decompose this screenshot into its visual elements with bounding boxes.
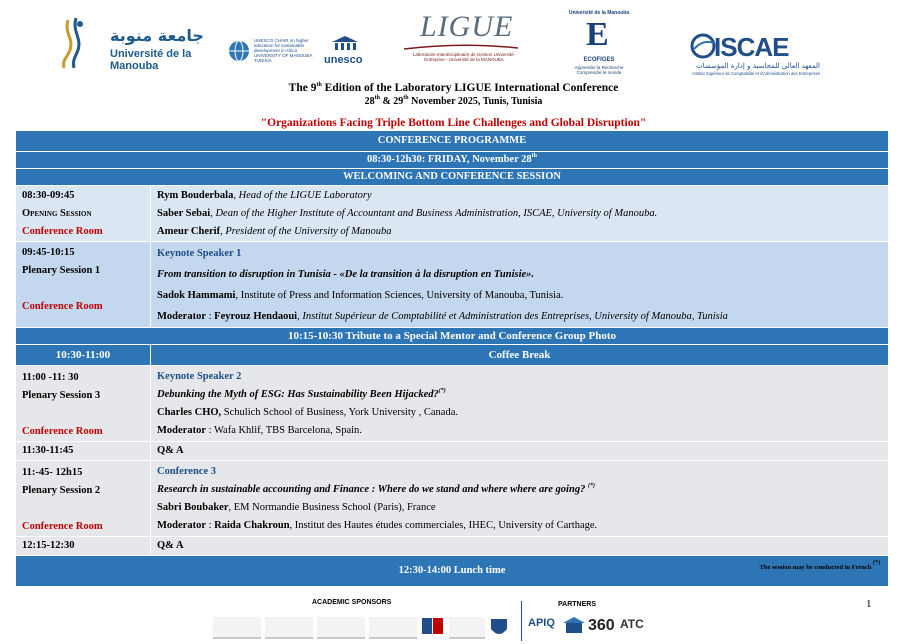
- plenary3-speaker: [157, 404, 882, 422]
- partners-label: PARTNERS: [558, 601, 596, 608]
- logo-strip: [0, 8, 907, 80]
- shield-mark-icon: [489, 617, 509, 639]
- table-row: [16, 556, 889, 587]
- date-sup: th: [374, 95, 380, 101]
- date-part: 28: [364, 96, 375, 107]
- moderator-affil: , Institut Supérieur de Comptabilité et Administration des Entreprises, University of Manouba, Tunisia: [297, 310, 728, 322]
- manouba-emblem-icon: [54, 16, 92, 72]
- programme-table: [15, 130, 889, 587]
- table-row: [16, 328, 889, 345]
- opening-line: [157, 205, 882, 223]
- moderator-label: Moderator: [157, 519, 206, 531]
- sponsor-logo-icon: [265, 617, 313, 639]
- opening-line: [157, 223, 882, 241]
- ecofiges-logo: [566, 10, 632, 78]
- note-mark: (*): [873, 560, 880, 566]
- speaker-desc: , Dean of the Higher Institute of Accountant and Business Administration, ISCAE, University of Manouba.: [210, 207, 658, 219]
- moderator-name: Feyrouz Hendaoui: [214, 310, 298, 322]
- speaker-name: Sadok Hammami: [157, 289, 236, 301]
- ecofiges-university: Université de la Manouba: [568, 10, 630, 16]
- table-row: [16, 152, 889, 169]
- iscae-globe-icon: [690, 33, 716, 59]
- speaker-name: Ameur Cherif: [157, 225, 221, 237]
- speaker-desc: , Head of the LIGUE Laboratory: [233, 189, 372, 201]
- conference-theme: "Organizations Facing Triple Bottom Line Challenges and Global Disruption": [260, 117, 647, 129]
- moderator-sep: :: [205, 310, 215, 322]
- plenary1-speaker: [157, 285, 882, 306]
- plenary2-moderator: [157, 517, 882, 535]
- date-part: & 29: [379, 96, 404, 107]
- lunch-row: [16, 556, 889, 587]
- sponsor-logo-icon: [449, 617, 485, 639]
- sponsors-strip: [0, 595, 907, 643]
- table-row: [16, 131, 889, 152]
- unesco-label: unesco: [324, 54, 363, 66]
- title-sup: th: [316, 82, 322, 88]
- plenary1-room: Conference Room: [22, 301, 103, 312]
- plenary1-time: 09:45-10:15: [22, 247, 75, 258]
- speaker-name: Sabri Boubaker: [157, 501, 229, 513]
- plenary2-left-cell: [16, 461, 151, 537]
- plenary1-left-cell: [16, 242, 151, 328]
- plenary3-content-cell: [151, 366, 889, 442]
- atc-logo: ATC: [620, 617, 644, 631]
- title-part: Edition of the Laboratory LIGUE International Conference: [321, 82, 619, 94]
- date-part: November 2025, Tunis, Tunisia: [408, 96, 543, 107]
- plenary3-left-cell: [16, 366, 151, 442]
- speaker-affil: Schulich School of Business, York University , Canada.: [221, 406, 458, 418]
- plenary1-content-cell: [151, 242, 889, 328]
- table-row: [16, 345, 889, 366]
- apiq-logo: APIQ: [528, 617, 555, 629]
- iscae-french-name: Institut Supérieur de Comptabilité et d'Administration des Entreprises: [692, 71, 820, 76]
- moderator-label: Moderator: [157, 424, 206, 436]
- sponsor-logo-icon: [317, 617, 365, 639]
- programme-title: CONFERENCE PROGRAMME: [16, 131, 889, 152]
- iscae-arabic-name: المعهد العالي للمحاسبة و إدارة المؤسسات: [696, 62, 820, 70]
- plenary1-talk: From transition to disruption in Tunisia - «De la transition à la disruption en Tunisie».: [157, 268, 535, 280]
- table-row: [16, 242, 889, 328]
- bu-mark-icon: [421, 617, 445, 639]
- sponsors-divider: [521, 601, 522, 641]
- opening-content-cell: [151, 186, 889, 242]
- plenary2-speaker-title: Conference 3: [157, 465, 216, 477]
- opening-line: [157, 187, 882, 205]
- table-row: [16, 366, 889, 442]
- qa2-label: Q& A: [151, 537, 889, 556]
- plenary3-moderator: [157, 422, 882, 440]
- coffee-time: 10:30-11:00: [16, 345, 151, 366]
- ligue-logo: [398, 8, 524, 72]
- page-number: 1: [866, 598, 872, 610]
- opening-room: Conference Room: [22, 225, 103, 237]
- day-heading: [16, 152, 889, 169]
- sponsor-logo-icon: [369, 617, 417, 639]
- talk-note-mark: (*): [438, 387, 446, 394]
- table-row: [16, 461, 889, 537]
- conference-dates: [0, 96, 907, 107]
- plenary2-speaker: [157, 499, 882, 517]
- conference-title: [0, 82, 907, 94]
- university-of-manouba-logo: [48, 14, 213, 76]
- plenary3-time: 11:00 -11: 30: [22, 372, 79, 383]
- iscae-name: ISCAE: [714, 32, 789, 62]
- day-heading-sup: th: [531, 153, 538, 159]
- moderator-sep: :: [205, 519, 215, 531]
- lunch-label: 12:30-14:00 Lunch time: [398, 565, 506, 576]
- talk-title: Research in sustainable accounting and Finance : Where do we stand and where where are going?: [157, 483, 586, 495]
- date-sup: th: [403, 95, 409, 101]
- partner-360-logo: 360: [588, 617, 615, 634]
- qa1-label: Q& A: [151, 442, 889, 461]
- spacer: [22, 500, 144, 518]
- manouba-arabic-name: جامعة منوبة: [110, 26, 204, 45]
- spacer: [22, 405, 144, 423]
- table-row: [16, 169, 889, 186]
- speaker-name: Saber Sebai: [157, 207, 211, 219]
- day-heading-text: 08:30-12h30: FRIDAY, November 28: [366, 154, 532, 165]
- note-text: The session may be conducted in French: [759, 564, 872, 571]
- session-heading: WELCOMING AND CONFERENCE SESSION: [16, 169, 889, 186]
- unesco-logo: [322, 34, 374, 74]
- ligue-swoosh-icon: [404, 44, 518, 50]
- plenary1-label: Plenary Session 1: [22, 265, 101, 276]
- moderator-label: Moderator: [157, 310, 206, 322]
- coffee-label: Coffee Break: [151, 345, 889, 366]
- plenary1-speaker-title: Keynote Speaker 1: [157, 247, 242, 259]
- opening-label: Opening Session: [22, 207, 92, 219]
- speaker-affil: , Institute of Press and Information Sciences, University of Manouba, Tunisia.: [235, 289, 564, 301]
- plenary3-label: Plenary Session 3: [22, 390, 101, 401]
- qa1-time: 11:30-11:45: [16, 442, 151, 461]
- sponsor-logo-icon: [213, 617, 261, 639]
- tribute-row: 10:15-10:30 Tribute to a Special Mentor and Conference Group Photo: [16, 328, 889, 345]
- iscae-logo: [690, 32, 820, 78]
- manouba-french-name: Université de la Manouba: [110, 48, 192, 72]
- shield-icon: [489, 617, 513, 637]
- partner-building-icon: [563, 617, 585, 635]
- qa2-time: 12:15-12:30: [16, 537, 151, 556]
- table-row: [16, 186, 889, 242]
- unesco-chair-logo: [228, 38, 318, 68]
- ligue-name: LIGUE: [420, 10, 514, 43]
- academic-sponsors-label: ACADEMIC SPONSORS: [312, 599, 392, 606]
- plenary1-moderator: [157, 306, 882, 327]
- ecofiges-name: ECOFIGES: [583, 57, 615, 63]
- french-note: [760, 559, 880, 577]
- talk-note-mark: (*): [587, 482, 595, 489]
- plenary2-room: Conference Room: [22, 521, 103, 532]
- table-row: [16, 442, 889, 461]
- speaker-name: Rym Bouderbala: [157, 189, 234, 201]
- table-row: [16, 537, 889, 556]
- plenary2-label: Plenary Session 2: [22, 485, 101, 496]
- globe-icon: [228, 40, 250, 62]
- plenary3-speaker-title: Keynote Speaker 2: [157, 370, 242, 382]
- opening-time: 08:30-09:45: [22, 189, 75, 201]
- plenary3-room: Conference Room: [22, 426, 103, 437]
- talk-title: Debunking the Myth of ESG: Has Sustainability Been Hijacked?: [157, 388, 439, 400]
- ecofiges-letter-icon: E: [586, 16, 609, 53]
- speaker-desc: , President of the University of Manouba: [220, 225, 392, 237]
- plenary2-talk: [157, 481, 882, 499]
- temple-icon: [332, 36, 358, 52]
- speaker-name: Charles CHO,: [157, 406, 222, 418]
- bu-logo-icon: [421, 617, 445, 637]
- moderator-affil: , Institut des Hautes études commerciales, IHEC, University of Carthage.: [289, 519, 598, 531]
- ecofiges-tagline: Apprendre la Recherche Comprendre le monde: [574, 65, 624, 75]
- opening-left-cell: [16, 186, 151, 242]
- plenary3-talk: [157, 386, 882, 404]
- plenary2-content-cell: [151, 461, 889, 537]
- moderator-text: : Wafa Khlif, TBS Barcelona, Spain.: [205, 424, 362, 436]
- title-part: The 9: [288, 82, 317, 94]
- moderator-name: Raida Chakroun: [214, 519, 290, 531]
- plenary2-time: 11:-45- 12h15: [22, 467, 83, 478]
- spacer: [22, 280, 144, 298]
- speaker-affil: , EM Normandie Business School (Paris), France: [228, 501, 436, 513]
- unesco-chair-text: UNESCO CHAIR on higher education for sustainable development in Africa UNIVERSITY OF MANOUBA TUNISIA: [254, 38, 313, 63]
- ligue-subtitle: Laboratoire Interdisciplinaire de Gestion Université-Entreprise - Université de la MANOUBA: [412, 52, 516, 62]
